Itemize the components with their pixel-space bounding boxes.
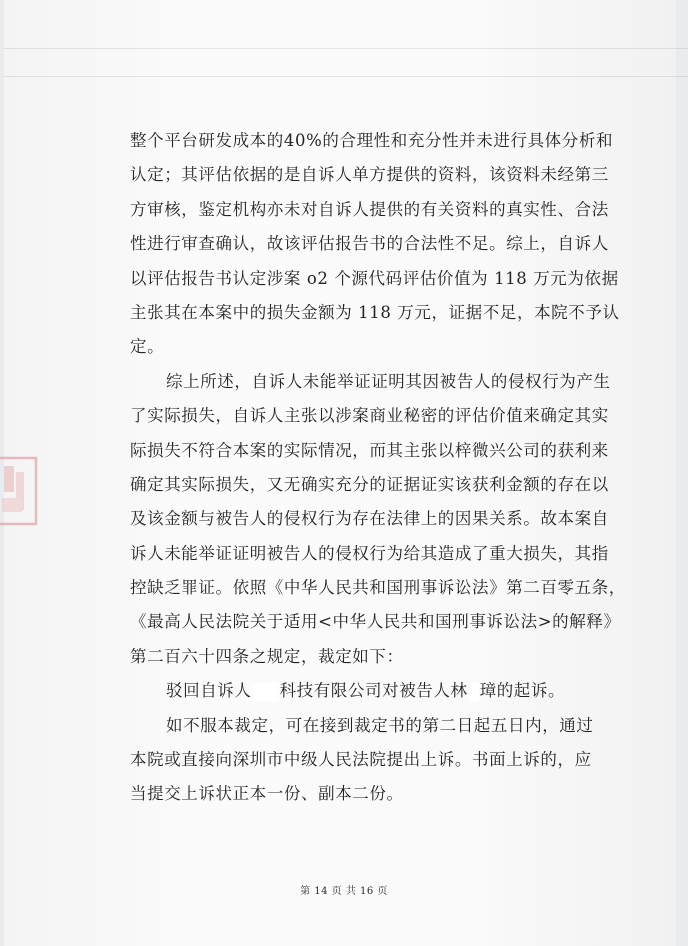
ruling-text: 驳回自诉人 bbox=[166, 681, 252, 701]
redaction-mark bbox=[469, 683, 479, 701]
body-line: 定。 bbox=[130, 337, 165, 357]
document-body bbox=[130, 124, 640, 812]
body-line: 了实际损失，自诉人主张以涉案商业秘密的评估价值来确定其实 bbox=[130, 406, 609, 426]
body-line: 控缺乏罪证。依照《中华人民共和国刑事诉讼法》第二百零五条， bbox=[130, 578, 626, 598]
fold-line bbox=[4, 48, 688, 49]
appeal-line: 如不服本裁定，可在接到裁定书的第二日起五日内，通过 bbox=[166, 715, 594, 735]
body-line: 第二百六十四条之规定，裁定如下： bbox=[130, 646, 404, 666]
appeal-line: 本院或直接向深圳市中级人民法院提出上诉。书面上诉的，应 bbox=[130, 750, 592, 770]
seal-stamp-fragment bbox=[0, 452, 44, 530]
page-number-footer: 第 14 页 共 16 页 bbox=[300, 886, 388, 897]
body-line: 确定其实际损失，又无确实充分的证据证实该获利金额的存在以 bbox=[130, 474, 609, 494]
body-line: 《最高人民法院关于适用<中华人民共和国刑事诉讼法>的解释》 bbox=[130, 612, 621, 632]
ruling-line bbox=[130, 674, 640, 708]
appeal-line: 当提交上诉状正本一份、副本二份。 bbox=[130, 784, 404, 804]
fold-line bbox=[4, 76, 688, 77]
body-line: 以评估报告书认定涉案 o2 个源代码评估价值为 118 万元为依据 bbox=[130, 268, 619, 288]
body-line: 及该金额与被告人的侵权行为存在法律上的因果关系。故本案自 bbox=[130, 509, 609, 529]
body-line: 整个平台研发成本的40%的合理性和充分性并未进行具体分析和 bbox=[130, 131, 614, 150]
body-line: 际损失不符合本案的实际情况，而其主张以梓微兴公司的获利来 bbox=[130, 440, 609, 460]
ruling-text: 璋的起诉。 bbox=[479, 681, 566, 701]
body-line: 方审核，鉴定机构亦未对自诉人提供的有关资料的真实性、合法 bbox=[130, 199, 609, 219]
ruling-text: 科技有限公司对被告人林 bbox=[279, 681, 468, 701]
body-line: 诉人未能举证证明被告人的侵权行为给其造成了重大损失，其指 bbox=[130, 543, 609, 563]
paragraph-start-line: 综上所述，自诉人未能举证证明其因被告人的侵权行为产生 bbox=[166, 371, 611, 391]
body-line: 认定；其评估依据的是自诉人单方提供的资料，该资料未经第三 bbox=[130, 165, 609, 185]
redaction-mark bbox=[253, 683, 279, 701]
body-line: 性进行审查确认，故该评估报告书的合法性不足。综上，自诉人 bbox=[130, 234, 609, 254]
body-line: 主张其在本案中的损失金额为 118 万元，证据不足，本院不予认 bbox=[130, 302, 620, 322]
